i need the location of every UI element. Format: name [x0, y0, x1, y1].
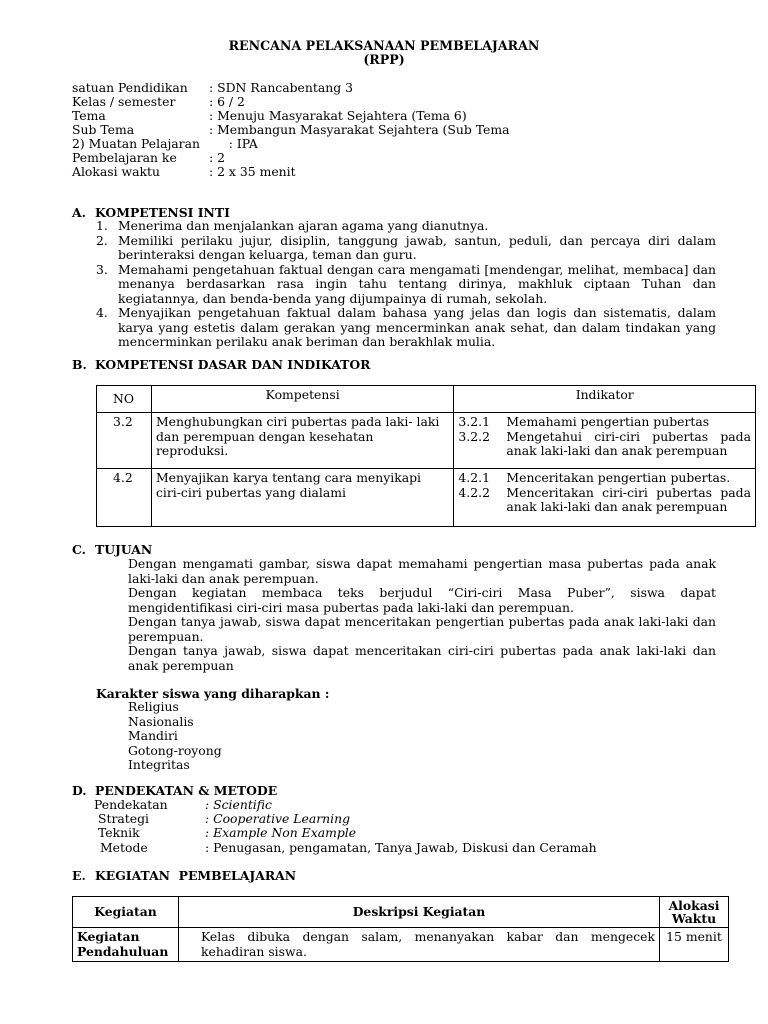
identity-value: : Menuju Masyarakat Sejahtera (Tema 6) [209, 108, 467, 123]
deskripsi-text: Kelas dibuka dengan salam, menanyakan kabar dan mengecek kehadiran siswa. [200, 929, 656, 959]
list-text: Mandiri [128, 728, 178, 743]
identity-row [72, 81, 712, 95]
metode-label: Metode [100, 840, 148, 855]
metode-value: : Example Non Example [205, 825, 357, 840]
kegiatan-table [72, 896, 729, 962]
list-text: Nasionalis [128, 713, 194, 729]
indikator-code: 4.2.2 [458, 484, 490, 500]
identity-value: : IPA [209, 136, 258, 151]
table-header-row [97, 386, 756, 413]
list-text: Menerima dan menjalankan ajaran agama yang dianutnya. [118, 218, 489, 233]
identity-row [72, 109, 712, 123]
cell-no: 4.2 [97, 469, 152, 527]
indikator-code: 3.2.1 [458, 414, 490, 429]
cell-indikator [454, 469, 756, 527]
indikator-code: 4.2.1 [458, 470, 490, 485]
list-item [100, 715, 400, 730]
table-row [97, 469, 756, 527]
indikator-item [458, 415, 751, 430]
list-text: Menyajikan pengetahuan faktual dalam bahasa yang jelas dan logis dan sistematis, dalam karya yang estetis dalam gerakan yang mencerminkan anak sehat, dan dalam tindakan yang mencerminkan perilaku anak beriman dan berakhlak mulia. [118, 305, 716, 349]
identity-label: Sub Tema [72, 122, 135, 137]
list-text: Religius [128, 699, 179, 714]
deskripsi-item [183, 930, 655, 959]
metode-label: Pendekatan [94, 797, 168, 812]
cell-indikator [454, 413, 756, 469]
section-number: E. [72, 868, 86, 883]
list-text: Dengan tanya jawab, siswa dapat menceritakan ciri-ciri pubertas pada anak laki-laki dan anak perempuan [128, 643, 716, 673]
list-item [100, 744, 400, 759]
identity-value: : 2 x 35 menit [209, 164, 296, 179]
identity-value: : SDN Rancabentang 3 [209, 80, 353, 95]
section-e-heading [72, 869, 296, 884]
list-text: Dengan tanya jawab, siswa dapat menceritakan pengertian pubertas pada anak laki-laki dan perempuan. [128, 614, 716, 644]
identity-label: Kelas / semester [72, 94, 176, 109]
list-item [100, 700, 400, 715]
section-title: KEGIATAN PEMBELAJARAN [95, 868, 297, 883]
cell-no: 3.2 [97, 413, 152, 469]
cell-deskripsi [178, 928, 659, 962]
identity-value: : 2 [209, 150, 225, 165]
list-item [96, 306, 716, 350]
kompetensi-dasar-table [96, 385, 756, 527]
kompetensi-inti-list [96, 219, 716, 350]
identity-label: Pembelajaran ke [72, 150, 177, 165]
indikator-text: Menceritakan ciri-ciri pubertas pada anak laki-laki dan anak perempuan [506, 484, 751, 514]
indikator-item [458, 430, 751, 459]
identity-row [72, 165, 712, 179]
section-b-heading [72, 358, 370, 373]
list-number: 4. [96, 305, 108, 320]
list-item [100, 586, 716, 615]
table-header-row [73, 897, 729, 928]
metode-value: : Scientific [205, 797, 272, 812]
list-item [96, 234, 716, 263]
section-title: KOMPETENSI INTI [95, 205, 230, 220]
list-text: Memiliki perilaku jujur, disiplin, tanggung jawab, santun, peduli, dan percaya diri dalam berinteraksi dengan keluarga, teman dan guru. [118, 232, 716, 262]
metode-label: Teknik [98, 825, 140, 840]
document-subtitle: (RPP) [363, 52, 405, 67]
identity-label: satuan Pendidikan [72, 80, 188, 95]
indikator-item [458, 471, 751, 486]
identity-row [72, 95, 712, 109]
identity-value: : 6 / 2 [209, 94, 245, 109]
table-row [97, 413, 756, 469]
list-item [100, 644, 716, 673]
section-number: A. [72, 205, 86, 220]
header-deskripsi: Deskripsi Kegiatan [178, 897, 659, 928]
section-number: B. [72, 357, 87, 372]
list-text: Integritas [128, 757, 190, 772]
indikator-text: Mengetahui ciri-ciri pubertas pada anak laki-laki dan anak perempuan [506, 428, 751, 458]
list-item [100, 758, 400, 773]
list-item [100, 729, 400, 744]
table-row [73, 928, 729, 962]
cell-alokasi: 15 menit [660, 928, 729, 962]
identity-label: Tema [72, 108, 106, 123]
identity-row [72, 151, 712, 165]
cell-kegiatan: Kegiatan Pendahuluan [73, 928, 179, 962]
list-item [96, 263, 716, 307]
metode-value: : Cooperative Learning [205, 811, 351, 826]
indikator-text: Memahami pengertian pubertas [506, 414, 710, 429]
list-item [96, 219, 716, 234]
indikator-text: Menceritakan pengertian pubertas. [506, 470, 731, 485]
section-title: KOMPETENSI DASAR DAN INDIKATOR [95, 357, 371, 372]
section-title: TUJUAN [95, 542, 153, 557]
list-item [100, 615, 716, 644]
indikator-code: 3.2.2 [458, 428, 490, 444]
list-number: 2. [96, 232, 108, 248]
header-no: NO [97, 386, 152, 413]
karakter-list [100, 700, 400, 773]
section-title: PENDEKATAN & METODE [95, 783, 278, 798]
document-title: RENCANA PELAKSANAAN PEMBELAJARAN [228, 38, 540, 53]
identity-row [72, 137, 712, 151]
cell-kompetensi: Menyajikan karya tentang cara menyikapi ciri-ciri pubertas yang dialami [151, 469, 453, 527]
karakter-title: Karakter siswa yang diharapkan : [96, 686, 330, 701]
identity-row [72, 123, 712, 137]
list-item [100, 557, 716, 586]
header-indikator: Indikator [454, 386, 756, 413]
list-text: Memahami pengetahuan faktual dengan cara mengamati [mendengar, melihat, membaca] dan menanya berdasarkan rasa ingin tahu tentang dirinya, makhluk ciptaan Tuhan dan kegiatannya, dan benda-benda yang dijumpainya di rumah, sekolah. [118, 261, 716, 306]
header-alokasi: Alokasi Waktu [660, 897, 729, 928]
tujuan-list [100, 557, 716, 673]
identity-value: : Membangun Masyarakat Sejahtera (Sub Tema [209, 122, 510, 137]
list-number: 1. [96, 218, 108, 233]
identity-label: 2) Muatan Pelajaran [72, 136, 200, 151]
list-text: Gotong-royong [128, 742, 222, 758]
identity-label: Alokasi waktu [72, 164, 160, 179]
header-kompetensi: Kompetensi [151, 386, 453, 413]
section-number: C. [72, 542, 86, 557]
metode-value: : Penugasan, pengamatan, Tanya Jawab, Diskusi dan Ceramah [205, 840, 597, 855]
indikator-item [458, 486, 751, 515]
list-text: Dengan kegiatan membaca teks berjudul “Ciri-ciri Masa Puber”, siswa dapat mengidentifikasi ciri-ciri masa pubertas pada laki-laki dan perempuan. [128, 585, 716, 615]
list-text: Dengan mengamati gambar, siswa dapat memahami pengertian masa pubertas pada anak laki-laki dan anak perempuan. [128, 556, 716, 586]
header-kegiatan: Kegiatan [73, 897, 179, 928]
list-number: 3. [96, 261, 108, 277]
section-number: D. [72, 783, 87, 798]
metode-label: Strategi [98, 811, 149, 826]
cell-kompetensi: Menghubungkan ciri pubertas pada laki- laki dan perempuan dengan kesehatan reproduksi. [151, 413, 453, 469]
